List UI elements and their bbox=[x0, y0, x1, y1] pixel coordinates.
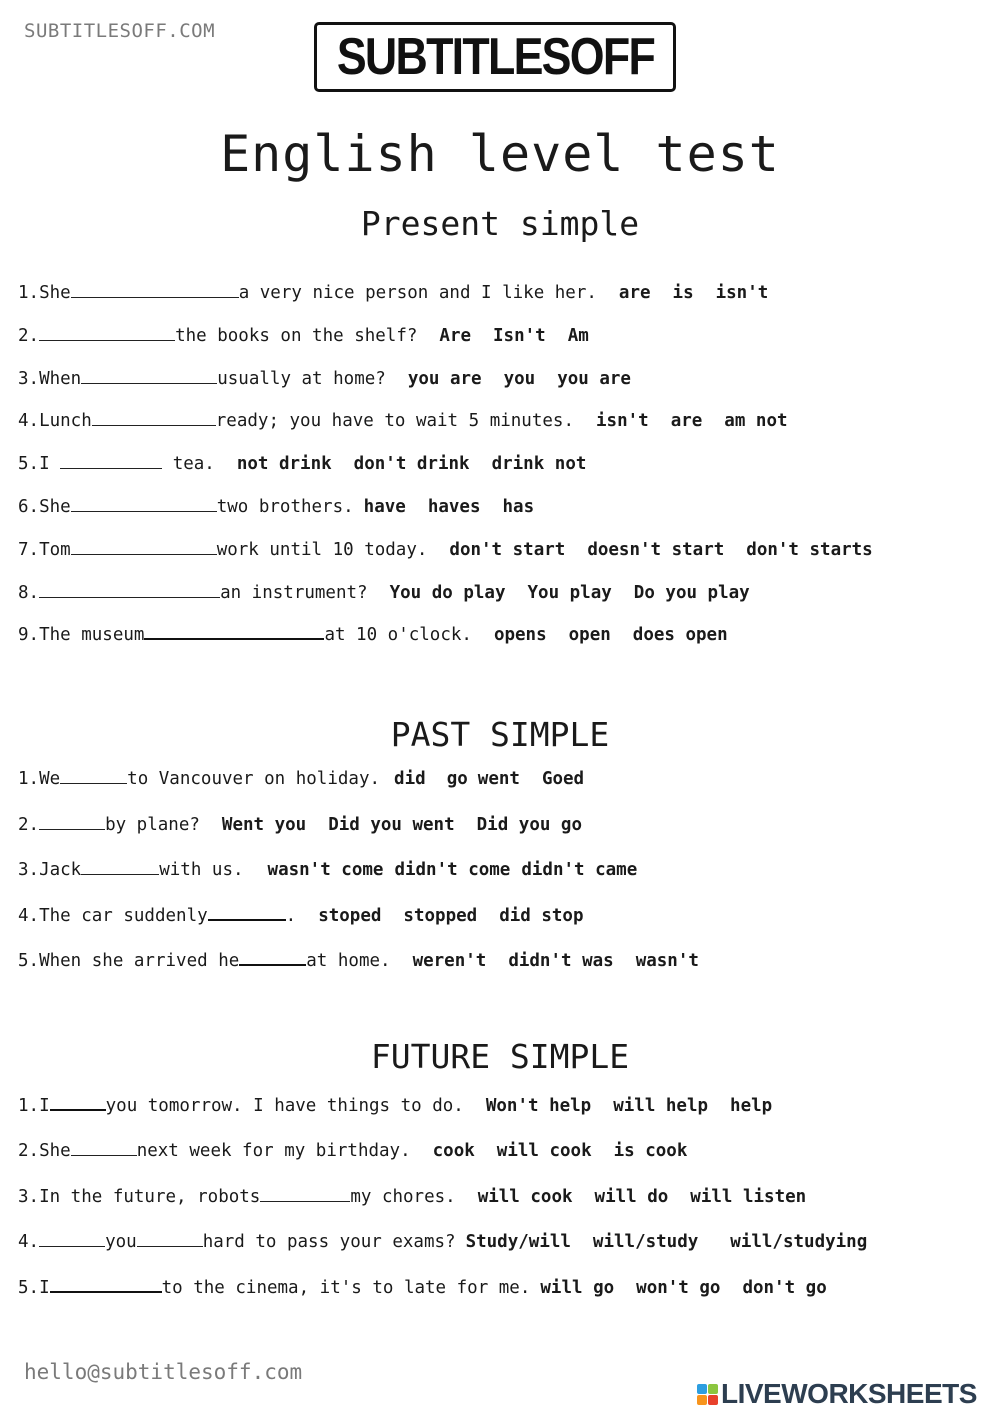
option[interactable]: drink not bbox=[491, 454, 587, 474]
option[interactable]: haves bbox=[427, 497, 481, 517]
option[interactable]: will do bbox=[594, 1187, 669, 1207]
question-row: 8. an instrument? You do play You play Do you play bbox=[18, 583, 750, 603]
answer-blank[interactable] bbox=[260, 1186, 350, 1202]
section-heading-past: PAST SIMPLE bbox=[390, 715, 610, 754]
option[interactable]: will help bbox=[613, 1096, 709, 1116]
option[interactable]: don't go bbox=[742, 1278, 827, 1298]
option[interactable]: is cook bbox=[613, 1141, 688, 1161]
option[interactable]: open bbox=[568, 625, 611, 645]
option[interactable]: don't starts bbox=[746, 540, 873, 560]
option[interactable]: is bbox=[672, 283, 694, 303]
option[interactable]: are bbox=[618, 283, 651, 303]
option[interactable]: you bbox=[503, 369, 536, 389]
answer-blank[interactable] bbox=[71, 282, 239, 298]
tile-red bbox=[708, 1395, 718, 1405]
answer-blank[interactable] bbox=[39, 582, 220, 598]
option[interactable]: isn't bbox=[715, 283, 769, 303]
answer-blank[interactable] bbox=[239, 949, 306, 966]
option[interactable]: will/studying bbox=[730, 1232, 868, 1252]
option[interactable]: does open bbox=[632, 625, 728, 645]
option[interactable]: will go bbox=[540, 1278, 615, 1298]
section-heading-present: Present simple bbox=[360, 204, 640, 243]
liveworksheets-text: LIVEWORKSHEETS bbox=[721, 1378, 977, 1409]
option[interactable]: Isn't bbox=[493, 326, 546, 346]
question-row: 4. you hard to pass your exams? Study/will will/study will/studying bbox=[18, 1232, 868, 1252]
answer-blank[interactable] bbox=[60, 453, 162, 469]
option[interactable]: are bbox=[670, 411, 703, 431]
option[interactable]: you are bbox=[557, 369, 631, 389]
option[interactable]: not drink bbox=[236, 454, 332, 474]
option[interactable]: cook bbox=[432, 1141, 475, 1161]
question-row: 1.She a very nice person and I like her. are is isn't bbox=[18, 283, 769, 303]
answer-blank[interactable] bbox=[50, 1276, 162, 1293]
option[interactable]: help bbox=[730, 1096, 773, 1116]
answer-blank[interactable] bbox=[39, 814, 105, 830]
option[interactable]: don't drink bbox=[353, 454, 470, 474]
question-row: 3.Jack with us. wasn't come didn't come didn't came bbox=[18, 860, 638, 880]
option[interactable]: You play bbox=[527, 583, 612, 603]
answer-blank[interactable] bbox=[81, 368, 217, 384]
option[interactable]: went bbox=[477, 769, 520, 789]
logo-text: SUBTITLESOFF bbox=[336, 28, 654, 86]
option[interactable]: Are bbox=[439, 326, 472, 346]
question-row: 5.When she arrived he at home. weren't didn't was wasn't bbox=[18, 951, 699, 971]
answer-blank[interactable] bbox=[71, 496, 217, 512]
answer-blank[interactable] bbox=[92, 410, 216, 426]
question-row: 7.Tom work until 10 today. don't start doesn't start don't starts bbox=[18, 540, 873, 560]
option[interactable]: wasn't come bbox=[267, 860, 384, 880]
option[interactable]: Do you play bbox=[633, 583, 750, 603]
liveworksheets-icon bbox=[697, 1384, 718, 1405]
question-row: 1.We to Vancouver on holiday. did go went Goed bbox=[18, 769, 585, 789]
question-row: 3.In the future, robots my chores. will cook will do will listen bbox=[18, 1187, 807, 1207]
site-label: SUBTITLESOFF.COM bbox=[24, 20, 216, 42]
option[interactable]: opens bbox=[493, 625, 547, 645]
question-row: 5.I tea. not drink don't drink drink not bbox=[18, 454, 587, 474]
section-heading-future: FUTURE SIMPLE bbox=[370, 1037, 630, 1076]
option[interactable]: did stop bbox=[499, 906, 584, 926]
footer-email: hello@subtitlesoff.com bbox=[24, 1360, 303, 1384]
option[interactable]: don't start bbox=[449, 540, 566, 560]
tile-orange bbox=[697, 1395, 707, 1405]
option[interactable]: didn't came bbox=[521, 860, 638, 880]
question-row: 2.She next week for my birthday. cook will cook is cook bbox=[18, 1141, 688, 1161]
option[interactable]: will/study bbox=[592, 1232, 699, 1252]
question-row: 4.The car suddenly . stoped stopped did stop bbox=[18, 906, 584, 926]
option[interactable]: Goed bbox=[541, 769, 585, 789]
answer-blank[interactable] bbox=[39, 325, 175, 341]
option[interactable]: didn't was bbox=[508, 951, 614, 971]
answer-blank[interactable] bbox=[71, 539, 217, 555]
option[interactable]: won't go bbox=[636, 1278, 721, 1298]
option[interactable]: Am bbox=[567, 326, 589, 346]
option[interactable]: Went you bbox=[221, 815, 307, 835]
option[interactable]: will cook bbox=[477, 1187, 573, 1207]
question-row: 5.I to the cinema, it's to late for me. will go won't go don't go bbox=[18, 1278, 827, 1298]
option[interactable]: You do play bbox=[389, 583, 506, 603]
answer-blank[interactable] bbox=[71, 1140, 137, 1156]
question-row: 6.She two brothers. have haves has bbox=[18, 497, 535, 517]
question-row: 2. by plane? Went you Did you went Did you go bbox=[18, 815, 582, 835]
option[interactable]: Did you go bbox=[476, 815, 582, 835]
answer-blank[interactable] bbox=[144, 623, 324, 640]
page-title: English level test bbox=[220, 125, 780, 183]
tile-green bbox=[708, 1384, 718, 1394]
option[interactable]: will listen bbox=[690, 1187, 807, 1207]
option[interactable]: stoped bbox=[318, 906, 382, 926]
subtitlesoff-logo bbox=[314, 22, 676, 92]
option[interactable]: Did you went bbox=[328, 815, 455, 835]
option[interactable]: has bbox=[502, 497, 535, 517]
answer-blank[interactable] bbox=[81, 859, 159, 875]
answer-blank[interactable] bbox=[39, 1231, 105, 1247]
option[interactable]: will cook bbox=[496, 1141, 592, 1161]
question-row: 2. the books on the shelf? Are Isn't Am bbox=[18, 326, 589, 346]
option[interactable]: stopped bbox=[403, 906, 478, 926]
answer-blank[interactable] bbox=[208, 904, 286, 921]
option[interactable]: Won't help bbox=[485, 1096, 592, 1116]
question-row: 3.When usually at home? you are you you are bbox=[18, 369, 631, 389]
answer-blank[interactable] bbox=[137, 1231, 203, 1247]
question-row: 9.The museum at 10 o'clock. opens open does open bbox=[18, 625, 728, 645]
option[interactable]: wasn't bbox=[635, 951, 699, 971]
option[interactable]: isn't bbox=[596, 411, 649, 431]
option[interactable]: did go bbox=[394, 769, 468, 789]
option[interactable]: doesn't start bbox=[587, 540, 725, 560]
option[interactable]: you are bbox=[407, 369, 482, 389]
question-row: 4.Lunch ready; you have to wait 5 minutes. isn't are am not bbox=[18, 411, 788, 431]
question-row: 1.I you tomorrow. I have things to do. Won't help will help help bbox=[18, 1096, 773, 1116]
option[interactable]: Study/will bbox=[465, 1232, 571, 1252]
tile-blue bbox=[697, 1384, 707, 1394]
liveworksheets-logo bbox=[697, 1378, 977, 1410]
option[interactable]: have bbox=[363, 497, 406, 517]
option[interactable]: didn't come bbox=[394, 860, 511, 880]
option[interactable]: am not bbox=[724, 411, 788, 431]
answer-blank[interactable] bbox=[60, 768, 127, 784]
option[interactable]: weren't bbox=[412, 951, 487, 971]
answer-blank[interactable] bbox=[50, 1094, 106, 1111]
